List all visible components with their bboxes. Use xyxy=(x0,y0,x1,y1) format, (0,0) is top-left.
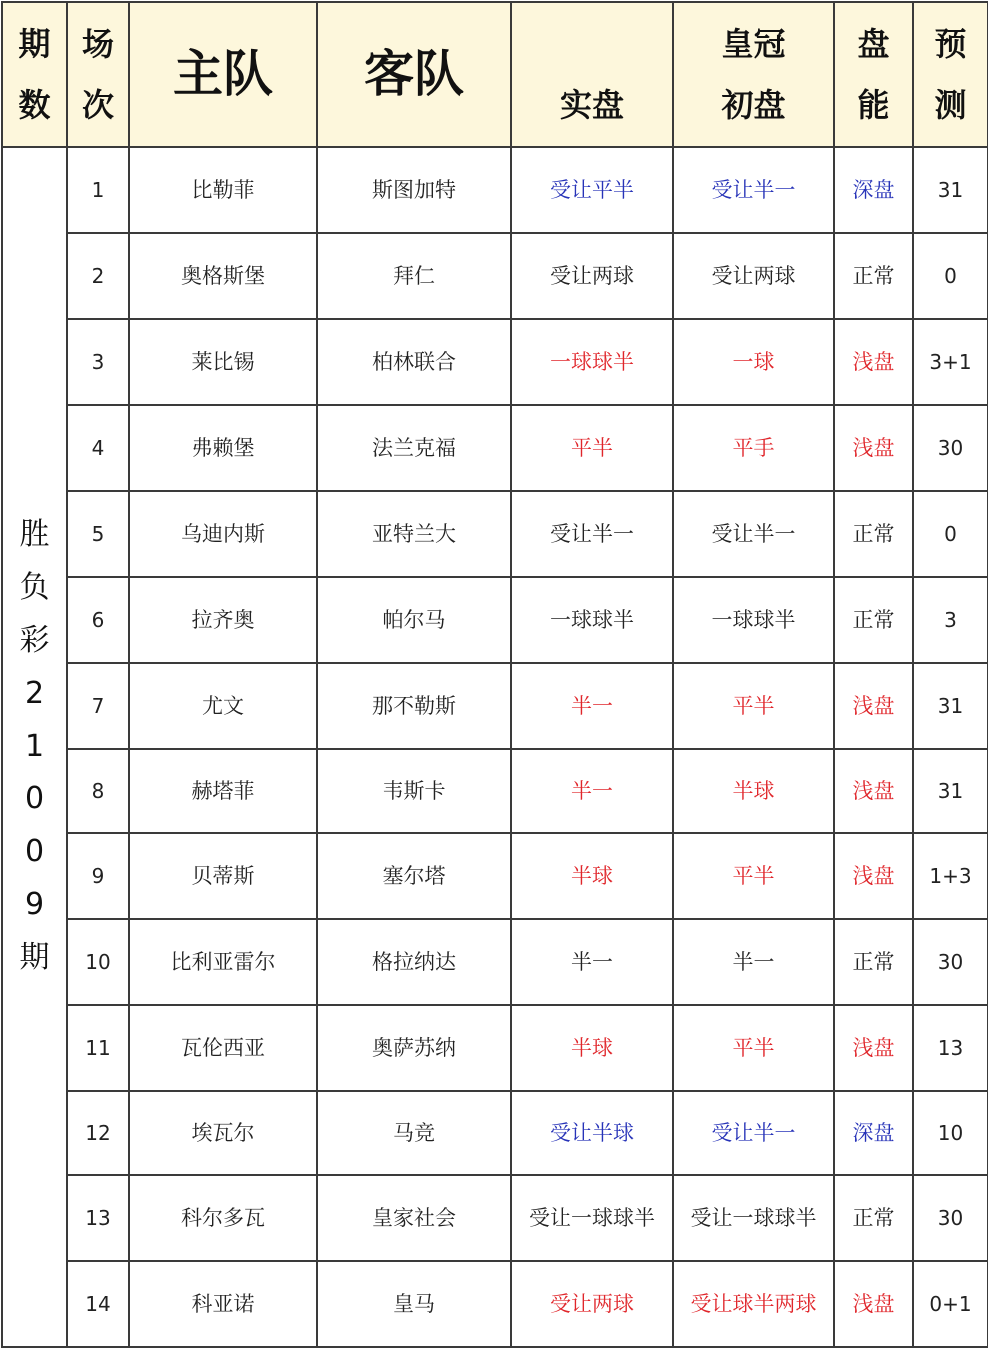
handicap-type-cell: 浅盘 xyxy=(834,833,913,919)
prediction-cell: 0 xyxy=(913,491,988,577)
crown-open-cell: 一球 xyxy=(673,319,834,405)
period-label-char: 期 xyxy=(19,939,50,975)
table-row xyxy=(2,749,988,833)
match-no-cell: 5 xyxy=(67,491,129,577)
table-row xyxy=(2,1175,988,1261)
table-row xyxy=(2,577,988,663)
table-row xyxy=(2,1091,988,1175)
header-period-line1: 期 xyxy=(18,24,51,63)
header-crown-open xyxy=(673,2,834,147)
handicap-type-cell: 正常 xyxy=(834,233,913,319)
actual-odds-cell: 平半 xyxy=(511,405,673,491)
actual-odds-cell: 受让半一 xyxy=(511,491,673,577)
handicap-type-cell: 深盘 xyxy=(834,147,913,233)
period-label-char: 9 xyxy=(24,886,45,922)
prediction-cell: 30 xyxy=(913,1175,988,1261)
header-crown-open-line2: 初盘 xyxy=(721,85,786,124)
home-team-cell: 弗赖堡 xyxy=(129,405,317,491)
away-team-cell: 格拉纳达 xyxy=(317,919,511,1005)
header-actual-odds-line2: 实盘 xyxy=(559,85,624,124)
header-handicap-type-line2: 能 xyxy=(857,85,890,124)
handicap-type-cell: 浅盘 xyxy=(834,749,913,833)
period-label-char: 2 xyxy=(24,675,45,711)
header-actual-odds xyxy=(511,2,673,147)
prediction-cell: 31 xyxy=(913,147,988,233)
handicap-prediction-table xyxy=(1,1,988,1348)
crown-open-cell: 受让两球 xyxy=(673,233,834,319)
handicap-type-cell: 正常 xyxy=(834,1175,913,1261)
header-row xyxy=(2,2,988,147)
match-no-cell: 9 xyxy=(67,833,129,919)
away-team-cell: 柏林联合 xyxy=(317,319,511,405)
header-prediction xyxy=(913,2,988,147)
match-no-cell: 7 xyxy=(67,663,129,749)
home-team-cell: 比利亚雷尔 xyxy=(129,919,317,1005)
match-no-cell: 13 xyxy=(67,1175,129,1261)
away-team-cell: 帕尔马 xyxy=(317,577,511,663)
prediction-cell: 0 xyxy=(913,233,988,319)
crown-open-cell: 受让半一 xyxy=(673,491,834,577)
table-row xyxy=(2,833,988,919)
home-team-cell: 科亚诺 xyxy=(129,1261,317,1347)
crown-open-cell: 半球 xyxy=(673,749,834,833)
prediction-cell: 3 xyxy=(913,577,988,663)
crown-open-cell: 受让球半两球 xyxy=(673,1261,834,1347)
crown-open-cell: 受让半一 xyxy=(673,1091,834,1175)
table-row xyxy=(2,319,988,405)
home-team-cell: 莱比锡 xyxy=(129,319,317,405)
handicap-type-cell: 正常 xyxy=(834,491,913,577)
handicap-type-cell: 深盘 xyxy=(834,1091,913,1175)
period-label-char: 0 xyxy=(24,781,45,817)
table-row xyxy=(2,663,988,749)
header-prediction-line1: 预 xyxy=(934,24,967,63)
prediction-cell: 30 xyxy=(913,405,988,491)
header-actual-odds-line1 xyxy=(586,25,597,63)
table-row xyxy=(2,1005,988,1091)
crown-open-cell: 平半 xyxy=(673,663,834,749)
prediction-cell: 30 xyxy=(913,919,988,1005)
header-match-no-line2: 次 xyxy=(81,85,114,124)
match-no-cell: 2 xyxy=(67,233,129,319)
actual-odds-cell: 半一 xyxy=(511,919,673,1005)
home-team-cell: 瓦伦西亚 xyxy=(129,1005,317,1091)
home-team-cell: 拉齐奥 xyxy=(129,577,317,663)
actual-odds-cell: 半一 xyxy=(511,749,673,833)
period-label xyxy=(2,147,67,1347)
away-team-cell: 法兰克福 xyxy=(317,405,511,491)
match-no-cell: 10 xyxy=(67,919,129,1005)
match-no-cell: 3 xyxy=(67,319,129,405)
header-match-no-line1: 场 xyxy=(81,24,114,63)
away-team-cell: 奥萨苏纳 xyxy=(317,1005,511,1091)
crown-open-cell: 平半 xyxy=(673,1005,834,1091)
away-team-cell: 那不勒斯 xyxy=(317,663,511,749)
match-no-cell: 1 xyxy=(67,147,129,233)
home-team-cell: 奥格斯堡 xyxy=(129,233,317,319)
header-handicap-type-line1: 盘 xyxy=(857,24,890,63)
away-team-cell: 韦斯卡 xyxy=(317,749,511,833)
actual-odds-cell: 一球球半 xyxy=(511,319,673,405)
period-label-char: 负 xyxy=(19,570,50,606)
period-label-char: 彩 xyxy=(19,623,50,658)
table-row xyxy=(2,405,988,491)
handicap-type-cell: 正常 xyxy=(834,577,913,663)
prediction-cell: 31 xyxy=(913,749,988,833)
match-no-cell: 12 xyxy=(67,1091,129,1175)
actual-odds-cell: 受让两球 xyxy=(511,233,673,319)
away-team-cell: 塞尔塔 xyxy=(317,833,511,919)
header-prediction-line2: 测 xyxy=(934,85,967,124)
match-no-cell: 11 xyxy=(67,1005,129,1091)
handicap-type-cell: 正常 xyxy=(834,919,913,1005)
away-team-cell: 皇马 xyxy=(317,1261,511,1347)
header-home: 主队 xyxy=(129,2,317,147)
handicap-type-cell: 浅盘 xyxy=(834,1005,913,1091)
table-body xyxy=(2,147,988,1347)
away-team-cell: 皇家社会 xyxy=(317,1175,511,1261)
away-team-cell: 亚特兰大 xyxy=(317,491,511,577)
crown-open-cell: 平手 xyxy=(673,405,834,491)
header-match-no xyxy=(67,2,129,147)
period-label-char: 0 xyxy=(24,834,45,870)
handicap-type-cell: 浅盘 xyxy=(834,663,913,749)
crown-open-cell: 受让一球球半 xyxy=(673,1175,834,1261)
prediction-cell: 3+1 xyxy=(913,319,988,405)
crown-open-cell: 一球球半 xyxy=(673,577,834,663)
away-team-cell: 斯图加特 xyxy=(317,147,511,233)
home-team-cell: 赫塔菲 xyxy=(129,749,317,833)
actual-odds-cell: 受让平半 xyxy=(511,147,673,233)
table-row xyxy=(2,233,988,319)
actual-odds-cell: 半球 xyxy=(511,833,673,919)
prediction-cell: 31 xyxy=(913,663,988,749)
crown-open-cell: 受让半一 xyxy=(673,147,834,233)
header-crown-open-line1: 皇冠 xyxy=(721,24,786,63)
prediction-cell: 1+3 xyxy=(913,833,988,919)
crown-open-cell: 半一 xyxy=(673,919,834,1005)
match-no-cell: 8 xyxy=(67,749,129,833)
home-team-cell: 贝蒂斯 xyxy=(129,833,317,919)
actual-odds-cell: 受让两球 xyxy=(511,1261,673,1347)
handicap-type-cell: 浅盘 xyxy=(834,405,913,491)
period-label-char: 胜 xyxy=(19,517,50,553)
table-row xyxy=(2,147,988,233)
prediction-cell: 10 xyxy=(913,1091,988,1175)
handicap-type-cell: 浅盘 xyxy=(834,319,913,405)
period-label-char: 1 xyxy=(24,728,45,764)
match-no-cell: 4 xyxy=(67,405,129,491)
crown-open-cell: 平半 xyxy=(673,833,834,919)
header-away: 客队 xyxy=(317,2,511,147)
home-team-cell: 尤文 xyxy=(129,663,317,749)
home-team-cell: 乌迪内斯 xyxy=(129,491,317,577)
match-no-cell: 14 xyxy=(67,1261,129,1347)
prediction-cell: 13 xyxy=(913,1005,988,1091)
header-period-line2: 数 xyxy=(18,85,51,124)
actual-odds-cell: 半球 xyxy=(511,1005,673,1091)
handicap-type-cell: 浅盘 xyxy=(834,1261,913,1347)
header-handicap-type xyxy=(834,2,913,147)
away-team-cell: 拜仁 xyxy=(317,233,511,319)
table-row xyxy=(2,491,988,577)
table-row xyxy=(2,1261,988,1347)
home-team-cell: 比勒菲 xyxy=(129,147,317,233)
home-team-cell: 埃瓦尔 xyxy=(129,1091,317,1175)
match-no-cell: 6 xyxy=(67,577,129,663)
table-row xyxy=(2,919,988,1005)
away-team-cell: 马竞 xyxy=(317,1091,511,1175)
actual-odds-cell: 一球球半 xyxy=(511,577,673,663)
home-team-cell: 科尔多瓦 xyxy=(129,1175,317,1261)
header-period xyxy=(2,2,67,147)
actual-odds-cell: 受让一球球半 xyxy=(511,1175,673,1261)
actual-odds-cell: 半一 xyxy=(511,663,673,749)
prediction-cell: 0+1 xyxy=(913,1261,988,1347)
actual-odds-cell: 受让半球 xyxy=(511,1091,673,1175)
